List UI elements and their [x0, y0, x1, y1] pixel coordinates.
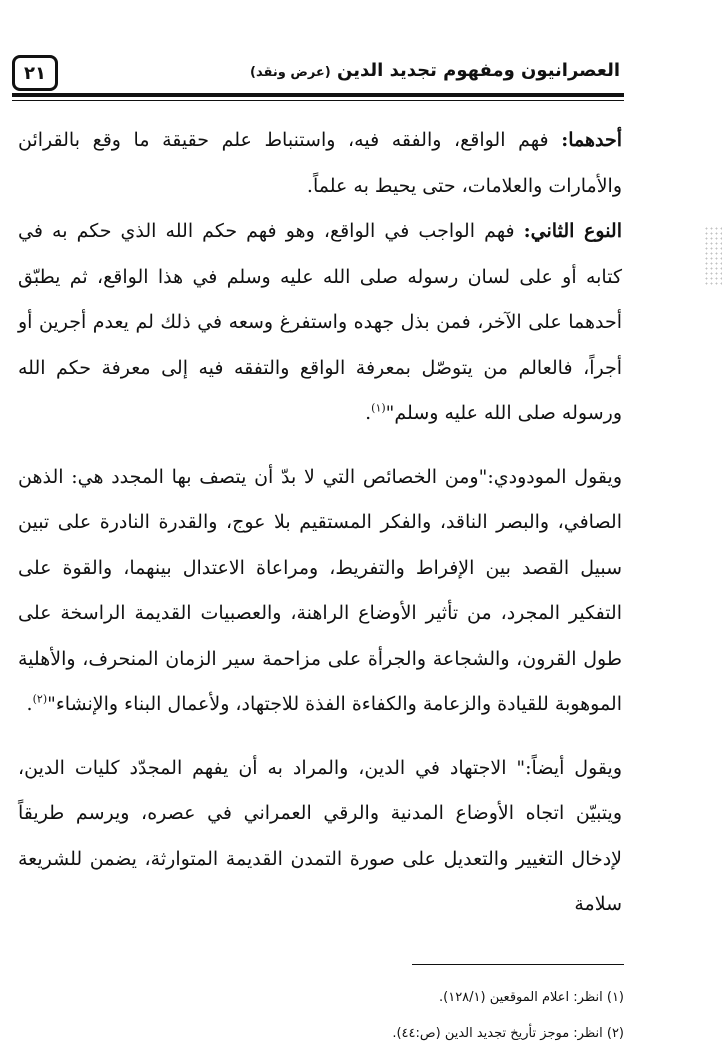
- footnote-2: (٢) انظر: موجز تأريخ تجديد الدين (ص:٤٤).: [392, 1026, 624, 1041]
- running-title: [250, 60, 620, 81]
- paragraph-3-end: .: [26, 693, 33, 715]
- page-number-box: [12, 55, 58, 91]
- footnote-separator: [412, 964, 624, 965]
- footnotes: [204, 980, 624, 1052]
- running-title-sub: (عرض ونقد): [250, 65, 331, 80]
- main-text: [18, 118, 622, 928]
- header-rule-thin: [12, 100, 624, 101]
- running-title-main: العصرانيون ومفهوم تجديد الدين: [337, 60, 620, 81]
- paragraph-1: [18, 118, 622, 209]
- paragraph-2: [18, 209, 622, 437]
- paragraph-2-text: فهم الواجب في الواقع، وهو فهم حكم الله الذي حكم به في كتابه أو على لسان رسوله صلى الله عليه وسلم في هذا الواقع، ثم يطبّق أحدهما على الآخر، فمن بذل جهده واستفرغ وسعه في ذلك لم يعدم أجرين أو أجراً، فالعالم من يتوصّل بمعرفة الواقع والتفقه فيه إلى معرفة حكم الله ورسوله صلى الله عليه وسلم": [18, 220, 622, 424]
- paragraph-3-text: ويقول المودودي:"ومن الخصائص التي لا بدّ أن يتصف بها المجدد هي: الذهن الصافي، والبصر الناقد، والفكر المستقيم بلا عوج، والقدرة النادرة على تبين سبيل القصد بين الإفراط والتفريط، ومراعاة الاعتدال بينهما، والقوة على التفكير المجرد، من تأثير الأوضاع الراهنة، والعصبيات القديمة الراسخة على طول القرون، والشجاعة والجرأة على مزاحمة سير الزمان المنحرف، والأهلية الموهوبة للقيادة والزعامة والكفاءة الفذة للاجتهاد، ولأعمال البناء والإنشاء": [18, 465, 622, 715]
- footnote-ref-2: (٢): [32, 692, 48, 706]
- paragraph-1-lead: أحدهما:: [561, 129, 622, 151]
- paragraph-2-end: .: [365, 402, 372, 424]
- footnote-1: (١) انظر: اعلام الموقعين (١٢٨/١).: [439, 990, 624, 1005]
- paragraph-4: [18, 746, 622, 928]
- paragraph-1-text: فهم الواقع، والفقه فيه، واستنباط علم حقيقة ما وقع بالقرائن والأمارات والعلامات، حتى يحيط به علماً.: [18, 129, 622, 197]
- header-rule-thick: [12, 93, 624, 97]
- footnote-ref-1: (١): [371, 401, 386, 415]
- page-header: [0, 0, 722, 110]
- paragraph-4-text: ويقول أيضاً:" الاجتهاد في الدين، والمراد به أن يفهم المجدّد كليات الدين، ويتبيّن اتجاه الأوضاع المدنية والرقي العمراني في عصره، ويرسم طريقاً لإدخال التغيير والتعديل على صورة التمدن القديمة المتوارثة، يضمن للشريعة سلامة: [18, 756, 622, 915]
- paragraph-2-lead: النوع الثاني:: [523, 220, 623, 242]
- scan-speckle: [704, 226, 722, 286]
- paragraph-3: [18, 455, 622, 728]
- page-number: ٢١: [24, 62, 46, 84]
